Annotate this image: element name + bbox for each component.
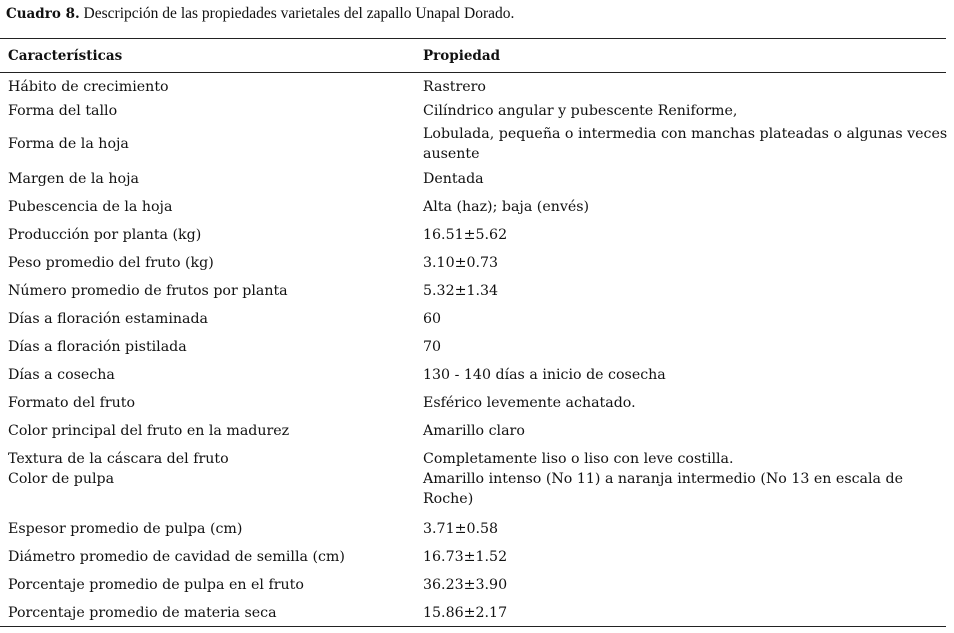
caption-label: Cuadro 8. [6, 6, 80, 22]
table-row [0, 469, 946, 515]
table-row [0, 445, 946, 469]
property-cell: 70 [423, 339, 442, 355]
table-row [0, 165, 946, 193]
characteristic-cell: Porcentaje promedio de materia seca [8, 605, 277, 621]
characteristic-cell: Días a floración estaminada [8, 311, 209, 327]
characteristic-cell: Margen de la hoja [8, 171, 139, 187]
property-cell: 16.51±5.62 [423, 227, 508, 243]
table-row [0, 599, 946, 626]
characteristic-cell: Peso promedio del fruto (kg) [8, 255, 214, 271]
property-cell: Completamente liso o liso con leve costilla. [423, 451, 734, 467]
property-cell: Cilíndrico angular y pubescente Reniforme, [423, 103, 738, 119]
table-row [0, 221, 946, 249]
characteristic-cell: Número promedio de frutos por planta [8, 283, 288, 299]
property-cell: 5.32±1.34 [423, 283, 499, 299]
properties-table [0, 38, 946, 627]
property-cell: 3.71±0.58 [423, 521, 499, 537]
characteristic-cell: Forma de la hoja [8, 136, 129, 152]
characteristic-cell: Pubescencia de la hoja [8, 199, 173, 215]
header-characteristics: Características [8, 48, 123, 64]
property-cell: 16.73±1.52 [423, 549, 508, 565]
table-row [0, 101, 946, 123]
property-cell: 3.10±0.73 [423, 255, 499, 271]
characteristic-cell: Color principal del fruto en la madurez [8, 423, 290, 439]
header-property: Propiedad [423, 48, 501, 64]
table-row [0, 571, 946, 599]
table-row [0, 361, 946, 389]
characteristic-cell: Diámetro promedio de cavidad de semilla (cm) [8, 549, 345, 565]
table-row [0, 249, 946, 277]
characteristic-cell: Textura de la cáscara del fruto [8, 451, 229, 467]
characteristic-cell: Hábito de crecimiento [8, 79, 169, 95]
table-row [0, 123, 946, 165]
table-row [0, 417, 946, 445]
characteristic-cell: Días a cosecha [8, 367, 115, 383]
characteristic-cell: Días a floración pistilada [8, 339, 187, 355]
characteristic-cell: Porcentaje promedio de pulpa en el fruto [8, 577, 304, 593]
table-row [0, 389, 946, 417]
table-row [0, 193, 946, 221]
table-header [0, 39, 946, 73]
property-cell: 130 - 140 días a inicio de cosecha [423, 367, 666, 383]
property-cell: 15.86±2.17 [423, 605, 508, 621]
property-cell: 60 [423, 311, 442, 327]
table-row [0, 515, 946, 543]
table-row [0, 333, 946, 361]
property-cell: Amarillo intenso (No 11) a naranja intermedio (No 13 en escala de Roche) [423, 471, 903, 507]
property-cell: Amarillo claro [423, 423, 525, 439]
characteristic-cell: Espesor promedio de pulpa (cm) [8, 521, 243, 537]
property-cell: Alta (haz); baja (envés) [423, 199, 590, 215]
table-row [0, 305, 946, 333]
table-row [0, 277, 946, 305]
property-cell: 36.23±3.90 [423, 577, 508, 593]
characteristic-cell: Forma del tallo [8, 103, 118, 119]
property-cell: Esférico levemente achatado. [423, 395, 636, 411]
table-row [0, 543, 946, 571]
characteristic-cell: Color de pulpa [8, 471, 115, 487]
property-cell: Dentada [423, 171, 484, 187]
characteristic-cell: Producción por planta (kg) [8, 227, 202, 243]
property-cell: Rastrero [423, 79, 486, 95]
characteristic-cell: Formato del fruto [8, 395, 135, 411]
table-row [0, 73, 946, 101]
table-caption [6, 5, 514, 23]
property-cell: Lobulada, pequeña o intermedia con manchas plateadas o algunas veces ausente [423, 126, 948, 162]
caption-text: Descripción de las propiedades varietales del zapallo Unapal Dorado. [79, 5, 515, 22]
